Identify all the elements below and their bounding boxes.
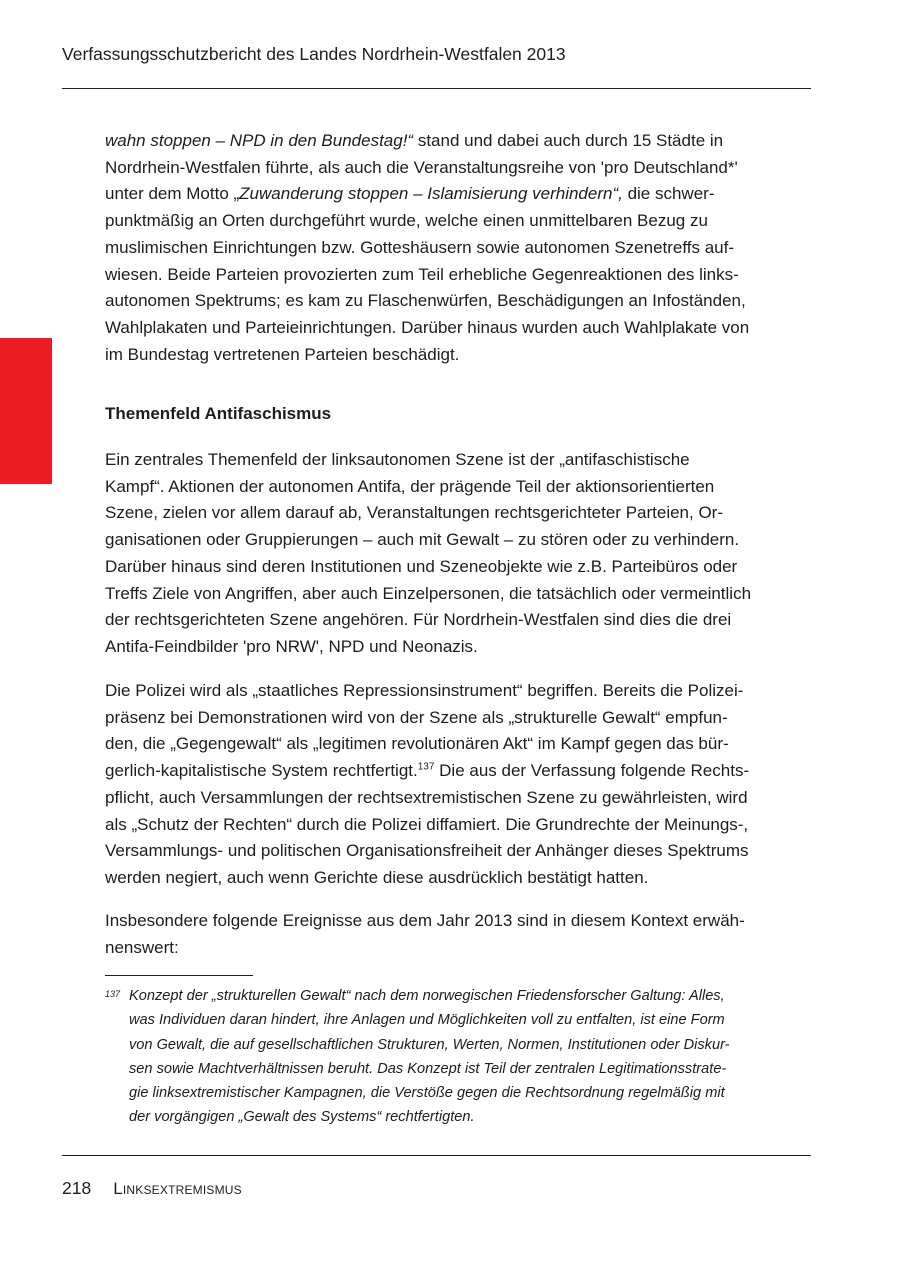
chapter-title: Linksextremismus bbox=[113, 1179, 242, 1198]
text-line: Szene, zielen vor allem darauf ab, Veranstaltungen rechtsgerichteter Parteien, Or- bbox=[105, 503, 724, 523]
text-line: Versammlungs- und politischen Organisationsfreiheit der Anhänger dieses Spektrums bbox=[105, 841, 749, 861]
text-line: der rechtsgerichteten Szene angehören. Für Nordrhein-Westfalen sind dies die drei bbox=[105, 610, 732, 630]
text-line: unter dem Motto „Zuwanderung stoppen – Islamisierung verhindern“, die schwer- bbox=[105, 184, 715, 204]
paragraph-polizei bbox=[105, 678, 811, 892]
text-line: punktmäßig an Orten durchgeführt wurde, welche einen unmittelbaren Bezug zu bbox=[105, 211, 708, 231]
text-line: den, die „Gegengewalt“ als „legitimen revolutionären Akt“ im Kampf gegen das bür- bbox=[105, 734, 729, 754]
text-line: pflicht, auch Versammlungen der rechtsextremistischen Szene zu gewährleisten, wird bbox=[105, 787, 748, 807]
text-line: Wahlplakaten und Parteieinrichtungen. Darüber hinaus wurden auch Wahlplakate von bbox=[105, 317, 750, 337]
text-line: Nordrhein-Westfalen führte, als auch die Veranstaltungsreihe von 'pro Deutschland*' bbox=[105, 157, 738, 177]
section-heading: Themenfeld Antifaschismus bbox=[105, 404, 332, 423]
text-line: wahn stoppen – NPD in den Bundestag!“ stand und dabei auch durch 15 Städte in bbox=[105, 131, 724, 150]
text-line: ganisationen oder Gruppierungen – auch mit Gewalt – zu stören oder zu verhindern. bbox=[105, 530, 740, 550]
chapter-side-marker bbox=[0, 338, 52, 484]
page-number: 218 bbox=[62, 1178, 92, 1198]
footnote-line: sen sowie Machtverhältnissen beruht. Das Konzept ist Teil der zentralen Legitimationsstrate- bbox=[129, 1060, 727, 1077]
paragraph-ereignisse bbox=[105, 908, 811, 961]
footnote bbox=[105, 984, 805, 1130]
text-line: Kampf“. Aktionen der autonomen Antifa, der prägende Teil der aktionsorientierten bbox=[105, 476, 715, 496]
text-line: wiesen. Beide Parteien provozierten zum Teil erhebliche Gegenreaktionen des links- bbox=[105, 264, 739, 284]
text-line: präsenz bei Demonstrationen wird von der Szene als „strukturelle Gewalt“ empfun- bbox=[105, 707, 728, 727]
footnote-line: Konzept der „strukturellen Gewalt“ nach dem norwegischen Friedensforscher Galtung: Alles, bbox=[129, 988, 725, 1004]
paragraph-continued bbox=[105, 128, 811, 368]
footnote-number: 137 bbox=[105, 989, 121, 999]
footnote-line: von Gewalt, die auf gesellschaftlichen Strukturen, Werten, Normen, Institutionen oder Diskur- bbox=[129, 1036, 730, 1053]
footnote-line: der vorgängigen „Gewalt des Systems“ rechtfertigten. bbox=[129, 1109, 475, 1126]
text-line: als „Schutz der Rechten“ durch die Polizei diffamiert. Die Grundrechte der Meinungs-, bbox=[105, 814, 749, 834]
paragraph-antifa bbox=[105, 447, 811, 661]
footer-rule bbox=[62, 1155, 811, 1156]
text-line: nenswert: bbox=[105, 937, 179, 957]
text-line: Die Polizei wird als „staatliches Repressionsinstrument“ begriffen. Bereits die Polizei- bbox=[105, 681, 744, 700]
footnote-line: gie linksextremistischer Kampagnen, die Verstöße gegen die Rechtsordnung regelmäßig mit bbox=[129, 1085, 725, 1102]
text-line: autonomen Spektrums; es kam zu Flaschenwürfen, Beschädigungen an Infoständen, bbox=[105, 291, 746, 311]
text-line: werden negiert, auch wenn Gerichte diese ausdrücklich bestätigt hatten. bbox=[105, 867, 649, 887]
text-line: Antifa-Feindbilder 'pro NRW', NPD und Neonazis. bbox=[105, 636, 478, 656]
running-header: Verfassungsschutzbericht des Landes Nordrhein-Westfalen 2013 bbox=[62, 44, 566, 64]
header-rule bbox=[62, 88, 811, 89]
text-line: Insbesondere folgende Ereignisse aus dem Jahr 2013 sind in diesem Kontext erwäh- bbox=[105, 911, 745, 930]
text-line: im Bundestag vertretenen Parteien beschädigt. bbox=[105, 344, 460, 364]
text-line: muslimischen Einrichtungen bzw. Gotteshäusern sowie autonomen Szenetreffs auf- bbox=[105, 237, 735, 257]
text-line: Ein zentrales Themenfeld der linksautonomen Szene ist der „antifaschistische bbox=[105, 450, 690, 469]
footnote-line: was Individuen daran hindert, ihre Anlagen und Möglichkeiten voll zu entfalten, ist eine Form bbox=[129, 1012, 725, 1029]
text-line: Treffs Ziele von Angriffen, aber auch Einzelpersonen, die tatsächlich oder vermeintlich bbox=[105, 583, 752, 603]
footnote-reference[interactable]: 137 bbox=[417, 761, 435, 773]
footnote-separator bbox=[105, 975, 253, 976]
text-line: Darüber hinaus sind deren Institutionen und Szeneobjekte wie z.B. Parteibüros oder bbox=[105, 556, 738, 576]
page-footer bbox=[62, 1178, 242, 1199]
text-line: gerlich-kapitalistische System rechtfertigt.$^{137}$ Die aus der Verfassung folgende Rechts- bbox=[105, 761, 750, 781]
